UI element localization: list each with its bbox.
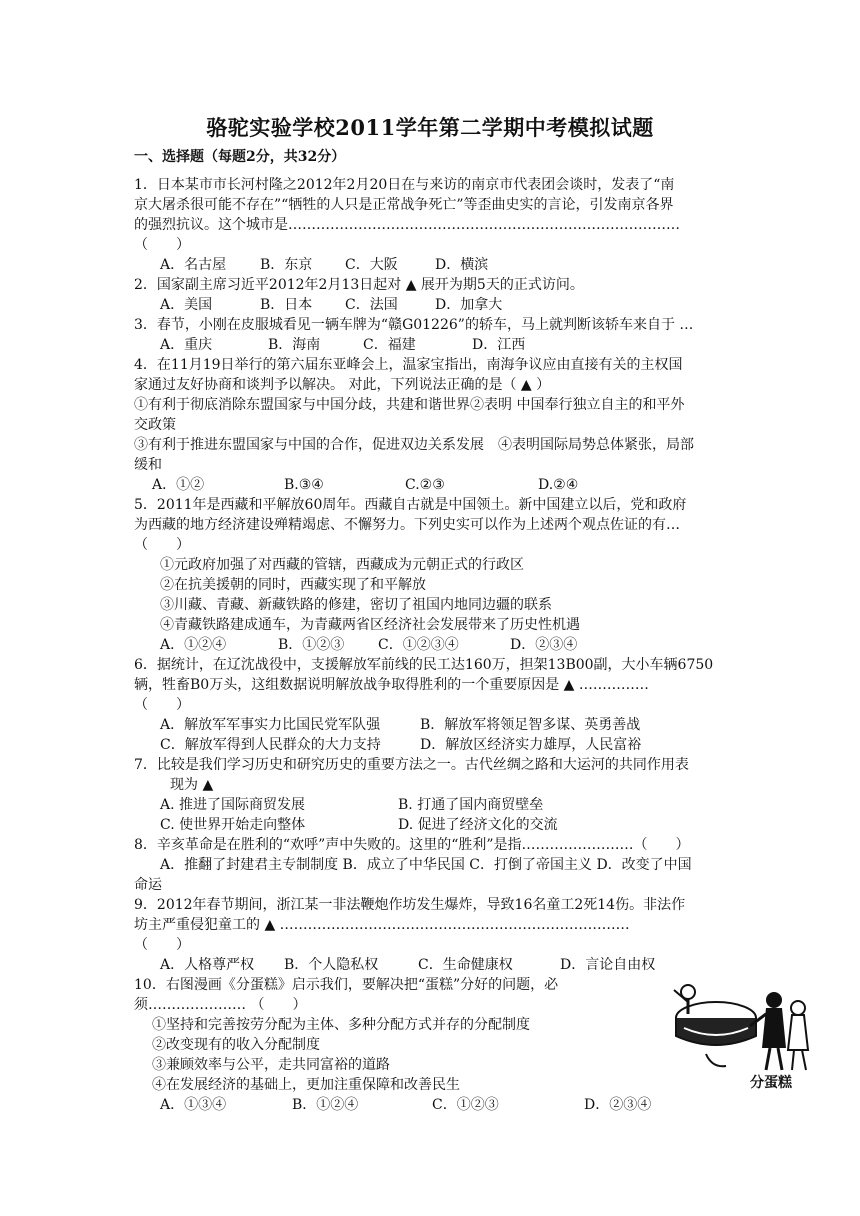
option-c: C．福建: [363, 337, 416, 353]
section-heading: 一、选择题（每题2分，共32分）: [134, 149, 346, 165]
q3-line: 3．春节，小刚在皮服城看见一辆车牌为“赣G01226”的轿车，马上就判断该轿车来自于 …: [134, 317, 694, 333]
option-c: C．①②③④: [378, 637, 459, 653]
q1-line: 京大屠杀很可能不存在”“牺牲的人只是正常战争死亡”等歪曲史实的言论，引发南京各界: [134, 197, 674, 213]
option-a: A．①③④: [160, 1097, 227, 1113]
q9-line: 坊主严重侵犯童工的 ▲ …………………………………………………………………: [134, 917, 630, 933]
q6-line: 6．据统计，在辽沈战役中，支援解放军前线的民工达160万，担架13B00副，大小车辆6750: [134, 657, 714, 673]
q4-line: 4．在11月19日举行的第六届东亚峰会上，温家宝指出，南海争议应由直接有关的主权国: [134, 357, 683, 373]
q5-statement: ③川藏、青藏、新藏铁路的修建，密切了祖国内地同边疆的联系: [160, 597, 552, 613]
option-b: B．海南: [268, 337, 321, 353]
option-a: A．美国: [160, 297, 213, 313]
page-title: 骆驼实验学校2011学年第二学期中考模拟试题: [206, 115, 654, 140]
option-b: B．①②④: [292, 1097, 359, 1113]
q1-line: 1．日本某市市长河村隆之2012年2月20日在与来访的南京市代表团会谈时，发表了“南: [134, 177, 675, 193]
option-b: B. 打通了国内商贸壁垒: [398, 797, 544, 813]
q8-options: A．推翻了封建君主专制制度 B．成立了中华民国 C．打倒了帝国主义 D．改变了中国: [160, 857, 692, 873]
option-d: D.②④: [538, 477, 579, 493]
q10-statement: ④在发展经济的基础上，更加注重保障和改善民生: [152, 1077, 460, 1093]
q2-line: 2．国家副主席习近平2012年2月13日起对 ▲ 展开为期5天的正式访问。: [134, 277, 584, 293]
option-d: D．解放区经济实力雄厚，人民富裕: [420, 737, 642, 753]
q7-line: 现为 ▲: [170, 777, 214, 793]
option-b: B．东京: [260, 257, 313, 273]
q7-line: 7．比较是我们学习历史和研究历史的重要方法之一。古代丝绸之路和大运河的共同作用表: [134, 757, 689, 773]
cartoon-caption: 分蛋糕: [750, 1075, 792, 1091]
q10-line: 须………………… （ ）: [134, 997, 307, 1013]
q8-options: 命运: [134, 877, 162, 893]
option-b: B．个人隐私权: [284, 957, 379, 973]
q9-line: 9．2012年春节期间，浙江某一非法鞭炮作坊发生爆炸，导致16名童工2死14伤。非法作: [134, 897, 686, 913]
q8-line: 8．辛亥革命是在胜利的“欢呼”声中失败的。这里的“胜利”是指……………………（ ）: [134, 837, 690, 853]
q1-line: 的强烈抗议。这个城市是…………………………………………………………………………: [134, 217, 680, 233]
option-c: C．生命健康权: [418, 957, 513, 973]
option-a: A．①②: [152, 477, 205, 493]
option-b: B．日本: [260, 297, 313, 313]
q5-statement: ④青藏铁路建成通车，为青藏两省区经济社会发展带来了历史性机遇: [160, 617, 580, 633]
q4-statement: ①有利于彻底消除东盟国家与中国分歧，共建和谐世界②表明 中国奉行独立自主的和平外: [134, 397, 685, 413]
option-d: D．言论自由权: [560, 957, 656, 973]
option-c: C.②③: [405, 477, 445, 493]
option-d: D．横滨: [435, 257, 489, 273]
option-a: A．人格尊严权: [160, 957, 255, 973]
option-a: A．名古屋: [160, 257, 227, 273]
option-d: D. 促进了经济文化的交流: [398, 817, 558, 833]
q4-statement: 交政策: [134, 417, 176, 433]
option-b: B．①②③: [278, 637, 345, 653]
option-b: B．解放军将领足智多谋、英勇善战: [420, 717, 641, 733]
q5-line: 5．2011年是西藏和平解放60周年。西藏自古就是中国领土。新中国建立以后，党和政府: [134, 497, 687, 513]
option-c: C. 使世界开始走向整体: [160, 817, 306, 833]
cake-cartoon-image: [666, 978, 816, 1074]
option-c: C．大阪: [345, 257, 398, 273]
option-d: D．②③④: [510, 637, 578, 653]
q4-line: 家通过友好协商和谈判予以解决。 对此，下列说法正确的是（ ▲ ）: [134, 377, 551, 393]
option-a: A．解放军军事实力比国民党军队强: [160, 717, 381, 733]
q10-statement: ①坚持和完善按劳分配为主体、多种分配方式并存的分配制度: [152, 1017, 530, 1033]
q10-statement: ③兼顾效率与公平，走共同富裕的道路: [152, 1057, 390, 1073]
q10-line: 10．右图漫画《分蛋糕》启示我们，要解决把“蛋糕”分好的问题，必: [134, 977, 559, 993]
option-a: A．①②④: [160, 637, 227, 653]
option-d: D．加拿大: [435, 297, 503, 313]
q5-line: 为西藏的地方经济建设殚精竭虑、不懈努力。下列史实可以作为上述两个观点佐证的有…: [134, 517, 680, 533]
option-c: C．法国: [345, 297, 398, 313]
q6-answer-paren: （ ）: [134, 697, 190, 713]
option-c: C．解放军得到人民群众的大力支持: [160, 737, 381, 753]
q1-answer-paren: （ ）: [134, 237, 190, 253]
option-c: C．①②③: [432, 1097, 499, 1113]
q5-statement: ②在抗美援朝的同时，西藏实现了和平解放: [160, 577, 426, 593]
q5-answer-paren: （ ）: [134, 537, 190, 553]
option-a: A．重庆: [160, 337, 213, 353]
q10-statement: ②改变现有的收入分配制度: [152, 1037, 320, 1053]
q5-statement: ①元政府加强了对西藏的管辖，西藏成为元朝正式的行政区: [160, 557, 524, 573]
q4-statement: ③有利于推进东盟国家与中国的合作，促进双边关系发展 ④表明国际局势总体紧张，局部: [134, 437, 694, 453]
q6-line: 辆，牲畜B0万头，这组数据说明解放战争取得胜利的一个重要原因是 ▲ ……………: [134, 677, 649, 693]
option-d: D．江西: [472, 337, 526, 353]
q4-statement: 缓和: [134, 457, 162, 473]
option-d: D．②③④: [584, 1097, 652, 1113]
option-b: B.③④: [284, 477, 324, 493]
q9-answer-paren: （ ）: [134, 937, 190, 953]
option-a: A. 推进了国际商贸发展: [160, 797, 306, 813]
